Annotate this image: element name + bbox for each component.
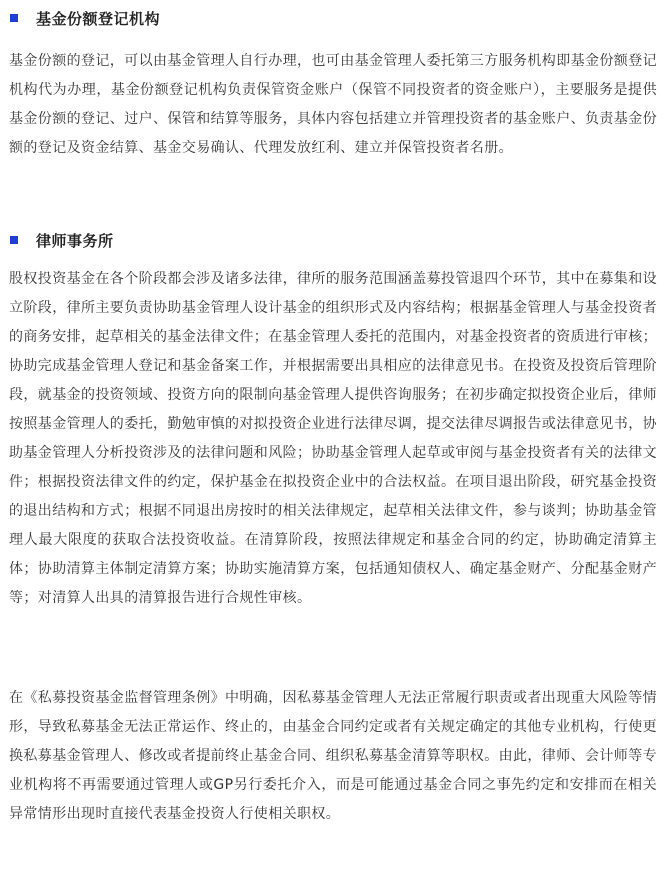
section-title: 律师事务所 xyxy=(36,231,114,250)
section-heading-law-firm xyxy=(10,229,114,251)
section-heading-fund-registrar xyxy=(10,7,160,29)
section-title: 基金份额登记机构 xyxy=(36,9,161,28)
bullet-square-icon xyxy=(10,236,18,244)
paragraph-fund-registrar: 基金份额的登记，可以由基金管理人自行办理，也可由基金管理人委托第三方服务机构即基金份额登记机构代为办理，基金份额登记机构负责保管资金账户（保管不同投资者的资金账户），主要服务是提供基金份额的登记、过户、保管和结算等服务，具体内容包括建立并管理投资者的基金账户、负责基金份额的登记及资金结算、基金交易确认、代理发放红利、建立并保管投资者名册。 xyxy=(9,53,657,156)
paragraph-law-firm-services: 股权投资基金在各个阶段都会涉及诸多法律，律所的服务范围涵盖募投管退四个环节，其中在募集和设立阶段，律所主要负责协助基金管理人设计基金的组织形式及内容结构；根据基金管理人与基金投资者的商务安排，起草相关的基金法律文件；在基金管理人委托的范围内，对基金投资者的资质进行审核；协助完成基金管理人登记和基金备案工作，并根据需要出具相应的法律意见书。在投资及投资后管理阶段，就基金的投资领域、投资方向的限制向基金管理人提供咨询服务；在初步确定拟投资企业后，律师按照基金管理人的委托，勤勉审慎的对拟投资企业进行法律尽调，提交法律尽调报告或法律意见书，协助基金管理人分析投资涉及的法律问题和风险；协助基金管理人起草或审阅与基金投资者有关的法律文件；根据投资法律文件的约定，保护基金在拟投资企业中的合法权益。在项目退出阶段，研究基金投资的退出结构和方式；根据不同退出房按时的相关法律规定，起草相关法律文件，参与谈判；协助基金管理人最大限度的获取合法投资收益。在清算阶段，按照法律规定和基金合同的约定，协助确定清算主体；协助清算主体制定清算方案；协助实施清算方案，包括通知债权人、确定基金财产、分配基金财产等；对清算人出具的清算报告进行合规性审核。 xyxy=(9,271,657,606)
bullet-square-icon xyxy=(10,14,18,22)
paragraph-regulation: 在《私募投资基金监督管理条例》中明确，因私募基金管理人无法正常履行职责或者出现重大风险等情形，导致私募基金无法正常运作、终止的，由基金合同约定或者有关规定确定的其他专业机构，行使更换私募基金管理人、修改或者提前终止基金合同、组织私募基金清算等职权。由此，律师、会计师等专业机构将不再需要通过管理人或GP另行委托介入，而是可能通过基金合同之事先约定和安排而在相关异常情形出现时直接代表基金投资人行使相关职权。 xyxy=(9,690,657,822)
